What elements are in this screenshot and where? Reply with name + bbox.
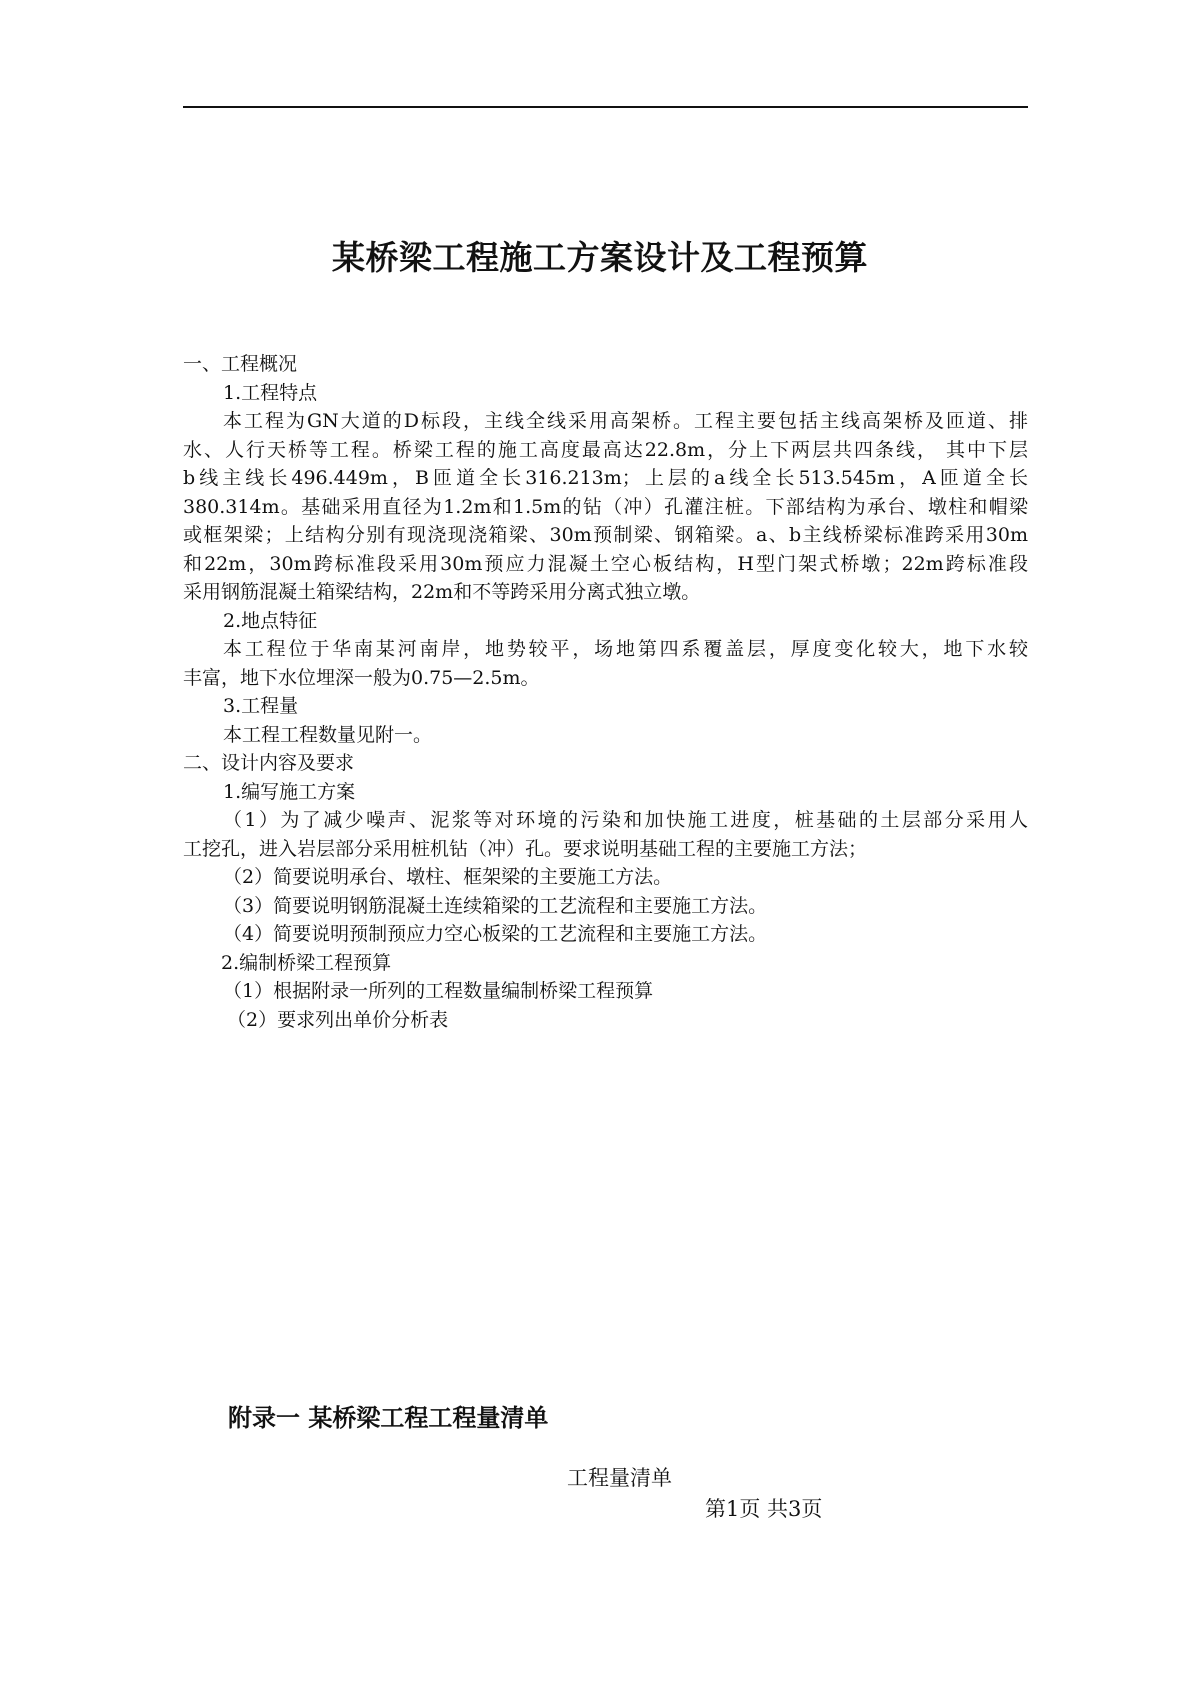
- document-body: [183, 350, 1028, 1034]
- paragraph-line: 和22m，30m跨标准段采用30m预应力混凝土空心板结构，H型门架式桥墩；22m跨标准段: [183, 552, 1028, 575]
- header-rule: [183, 106, 1028, 108]
- appendix-title: 附录一 某桥梁工程工程量清单: [228, 1404, 549, 1432]
- paragraph-line: 本工程工程数量见附一。: [223, 723, 433, 746]
- paragraph-line: b线主线长496.449m，B匝道全长316.213m；上层的a线全长513.545m，A匝道全长: [183, 467, 1028, 489]
- page-number: 第1页 共3页: [705, 1497, 823, 1521]
- list-item: （2）简要说明承台、墩柱、框架梁的主要施工方法。: [223, 866, 673, 888]
- paragraph-line: 水、人行天桥等工程。桥梁工程的施工高度最高达22.8m，分上下两层共四条线， 其中下层: [183, 438, 1028, 461]
- paragraph: [183, 407, 1028, 607]
- paragraph-line: （1）为了减少噪声、泥浆等对环境的污染和加快施工进度，桩基础的土层部分采用人: [223, 809, 1028, 831]
- list-item: （4）简要说明预制预应力空心板梁的工艺流程和主要施工方法。: [223, 923, 768, 945]
- paragraph-line: 本工程位于华南某河南岸，地势较平，场地第四系覆盖层，厚度变化较大，地下水较: [223, 638, 1028, 660]
- paragraph: [183, 806, 1028, 863]
- subsection-heading: 3.工程量: [223, 695, 299, 717]
- document-title: 某桥梁工程施工方案设计及工程预算: [332, 238, 868, 277]
- section-heading: 二、设计内容及要求: [183, 752, 355, 774]
- subsection-heading: 1.工程特点: [223, 381, 318, 404]
- list-item: （3）简要说明钢筋混凝土连续箱梁的工艺流程和主要施工方法。: [223, 894, 768, 917]
- list-item: （1）根据附录一所列的工程数量编制桥梁工程预算: [223, 980, 654, 1002]
- subsection-heading: 2.编制桥梁工程预算: [221, 951, 392, 974]
- subsection-heading: 1.编写施工方案: [223, 780, 356, 803]
- subsection-heading: 2.地点特征: [223, 609, 318, 632]
- paragraph-line: 工挖孔，进入岩层部分采用桩机钻（冲）孔。要求说明基础工程的主要施工方法；: [183, 837, 868, 860]
- section-heading: 一、工程概况: [183, 353, 298, 375]
- paragraph-line: 本工程为GN大道的D标段，主线全线采用高架桥。工程主要包括主线高架桥及匝道、排: [223, 410, 1028, 432]
- table-caption: 工程量清单: [567, 1466, 672, 1490]
- paragraph-line: 采用钢筋混凝土箱梁结构，22m和不等跨采用分离式独立墩。: [183, 581, 701, 603]
- paragraph-line: 380.314m。基础采用直径为1.2m和1.5m的钻（冲）孔灌注桩。下部结构为承台、墩柱和帽梁: [183, 495, 1028, 518]
- paragraph-line: 或框架梁；上结构分别有现浇现浇箱梁、30m预制梁、钢箱梁。a、b主线桥梁标准跨采用30m: [183, 524, 1028, 546]
- paragraph-line: 丰富，地下水位埋深一般为0.75—2.5m。: [183, 666, 540, 689]
- paragraph: [183, 635, 1028, 692]
- list-item: （2）要求列出单价分析表: [227, 1008, 449, 1031]
